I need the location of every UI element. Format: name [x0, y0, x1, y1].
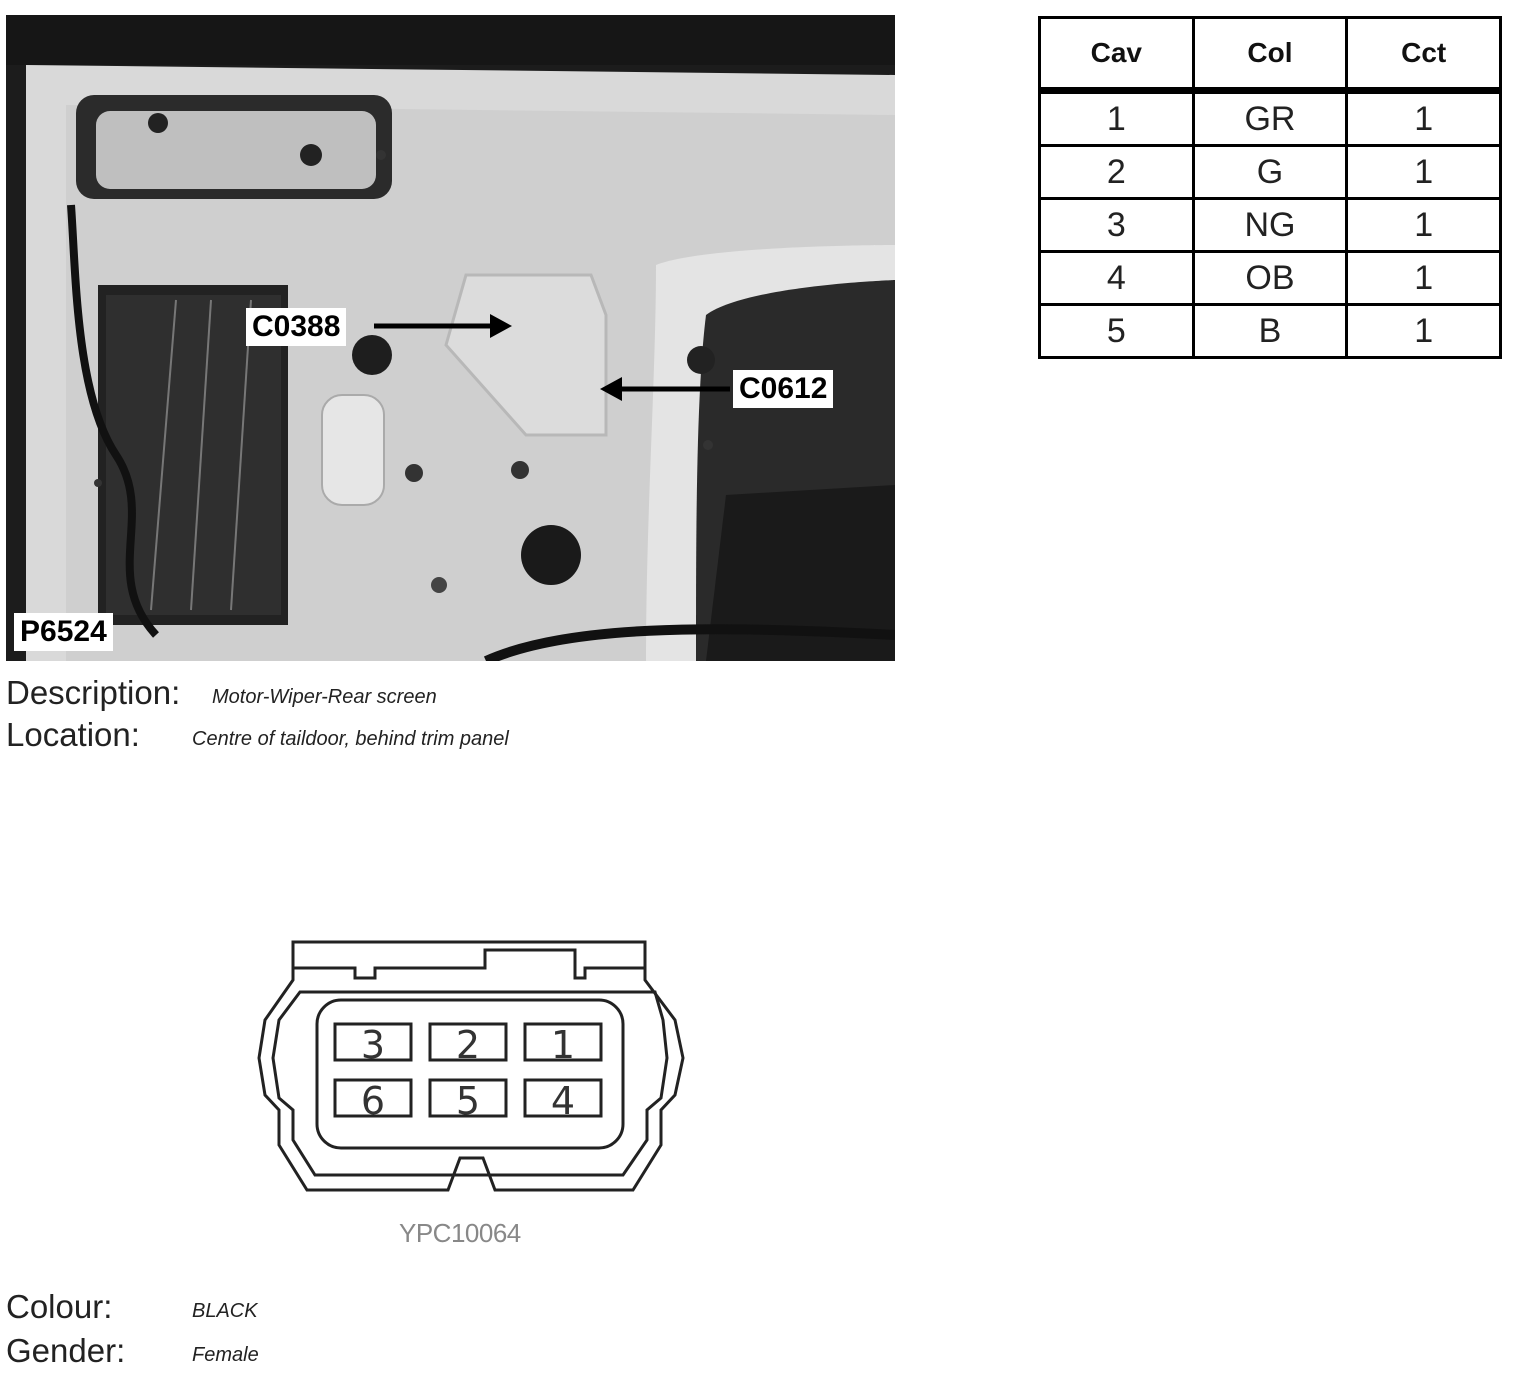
- cavity-label: 2: [455, 1023, 481, 1067]
- colour-row: [6, 1288, 258, 1326]
- cell-cct: 1: [1347, 91, 1501, 146]
- callout-c0388: C0388: [246, 308, 346, 346]
- location-value: Centre of taildoor, behind trim panel: [192, 728, 509, 750]
- connector-location-photo: [6, 15, 895, 661]
- cell-col: B: [1193, 305, 1347, 358]
- colour-value: BLACK: [192, 1300, 258, 1322]
- cell-cct: 1: [1347, 146, 1501, 199]
- cavity-label: 6: [360, 1079, 386, 1123]
- location-label: Location:: [6, 716, 140, 753]
- cell-col: GR: [1193, 91, 1347, 146]
- cavity-label: 4: [550, 1079, 576, 1123]
- cavity-label: 5: [455, 1079, 481, 1123]
- gender-row: [6, 1332, 259, 1370]
- header-col: Col: [1193, 18, 1347, 91]
- header-cav: Cav: [1040, 18, 1194, 91]
- photo-id-label: P6524: [14, 613, 113, 651]
- cell-cav: 5: [1040, 305, 1194, 358]
- header-cct: Cct: [1347, 18, 1501, 91]
- cell-cct: 1: [1347, 305, 1501, 358]
- table-row: [1040, 91, 1501, 146]
- cavity-label: 3: [360, 1023, 386, 1067]
- pin-table: [1038, 16, 1502, 359]
- gender-value: Female: [192, 1344, 259, 1366]
- table-header-row: [1040, 18, 1501, 91]
- table-row: [1040, 305, 1501, 358]
- table-row: [1040, 146, 1501, 199]
- cell-cav: 4: [1040, 252, 1194, 305]
- callout-c0612: C0612: [733, 370, 833, 408]
- description-label: Description:: [6, 674, 181, 711]
- table-row: [1040, 252, 1501, 305]
- cavity-label: 1: [550, 1023, 576, 1067]
- cell-cct: 1: [1347, 252, 1501, 305]
- colour-label: Colour:: [6, 1288, 113, 1325]
- description-value: Motor-Wiper-Rear screen: [212, 686, 437, 708]
- cell-col: NG: [1193, 199, 1347, 252]
- cell-cav: 3: [1040, 199, 1194, 252]
- cell-cav: 2: [1040, 146, 1194, 199]
- cell-col: OB: [1193, 252, 1347, 305]
- taildoor-photo-illustration: [6, 15, 895, 661]
- connector-face-diagram: [255, 940, 687, 1200]
- location-row: [6, 716, 509, 754]
- description-row: [6, 674, 437, 712]
- cell-cct: 1: [1347, 199, 1501, 252]
- connector-part-code: YPC10064: [399, 1218, 521, 1248]
- cell-col: G: [1193, 146, 1347, 199]
- table-row: [1040, 199, 1501, 252]
- cell-cav: 1: [1040, 91, 1194, 146]
- gender-label: Gender:: [6, 1332, 126, 1369]
